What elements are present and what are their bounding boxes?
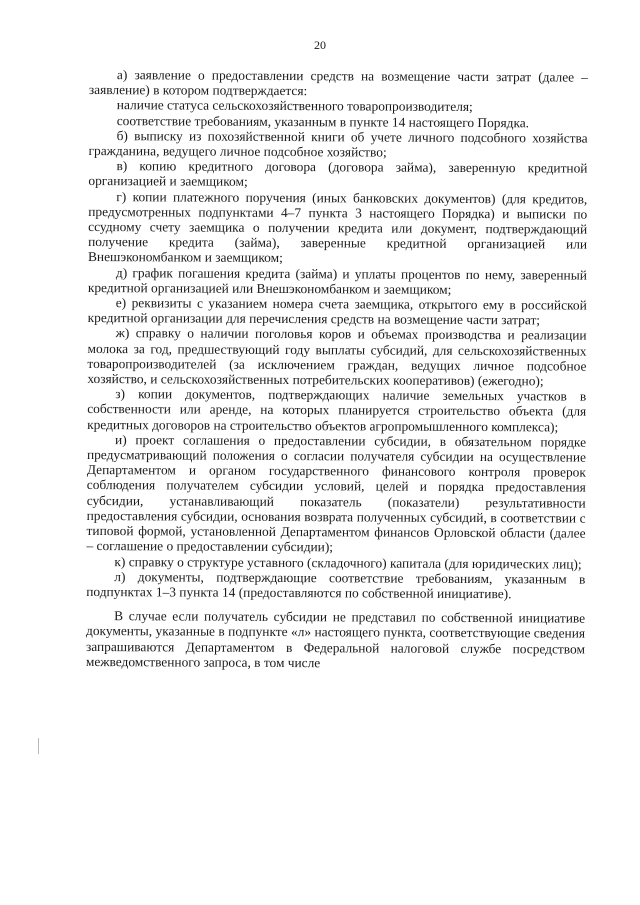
closing-paragraph: В случае если получатель субсидии не представил по собственной инициативе документы, указанные в подпункте «л» настоящего пункта, соответствующие сведения запрашиваются Департаментом в Федеральной налоговой службе посредством межведомственного запроса, в том числе — [85, 608, 586, 670]
paragraph-g: г) копии платежного поручения (иных банковских документов) (для кредитов, предусмотренных подпунктами 4–7 пункта 3 настоящего Порядка) и выписки по ссудному счету заемщика о получении кредита или документ, подтверждающий получение кредита (займа), заверенные кредитной организацией или Внешэкономбанком и заемщиком; — [87, 188, 588, 266]
subitem-requirements: соответствие требованиям, указанным в пункте 14 настоящего Порядка. — [116, 112, 530, 130]
paragraph-z: з) копии документов, подтверждающих наличие земельных участков в собственности или аренде, на которых планируется строительство объекта (для кредитных договоров на строительство объектов агропромышленного комплекса); — [87, 386, 587, 435]
subitem-status: наличие статуса сельскохозяйственного товаропроизводителя; — [116, 97, 473, 115]
paragraph-d: д) график погашения кредита (займа) и уплаты процентов по нему, заверенный кредитной организацией или Внешэкономбанком и заемщиком; — [87, 264, 587, 297]
paragraph-k: к) справку о структуре уставного (складочного) капитала (для юридических лиц); — [114, 553, 582, 572]
margin-mark — [38, 738, 39, 754]
paragraph-i: и) проект соглашения о предоставлении субсидии, в обязательном порядке предусматривающий положения о согласии получателя субсидии на осуществление Департаментом и органом государственного финансового контроля проверок соблюдения получателем субсидии условий, целей и порядка предоставления субсидии, устанавливающий показатель (показатели) результативности предоставления субсидии, основания возврата полученных субсидий, в соответствии с типовой формой, установленной Департаментом финансов Орловской области (далее – соглашение о предоставлении субсидии); — [86, 432, 587, 555]
paragraph-l: л) документы, подтверждающие соответствие требованиям, указанным в подпунктах 1–3 пункта 14 (предоставляются по собственной инициативе). — [86, 568, 586, 602]
document-body — [86, 67, 588, 672]
paragraph-v: в) копию кредитного договора (договора займа), заверенную кредитной организацией и заемщиком; — [88, 158, 588, 190]
paragraph-e: е) реквизиты с указанием номера счета заемщика, открытого ему в российской кредитной организации для перечисления средств на возмещение части затрат; — [87, 295, 587, 328]
paragraph-zh: ж) справку о наличии поголовья коров и объемах производства и реализации молока за год, предшествующий году выплаты субсидий, для сельскохозяйственных товаропроизводителей (за исключением граждан, ведущих личное подсобное хозяйство, и сельскохозяйственных потребительских кооперативов) (ежегодно); — [87, 325, 587, 389]
page-number: 20 — [314, 38, 326, 52]
paragraph-b: б) выписку из похозяйственной книги об учете личного подсобного хозяйства гражданина, ведущего личное подсобное хозяйство; — [88, 127, 588, 160]
paragraph-a: а) заявление о предоставлении средств на возмещение части затрат (далее – заявление) в котором подтверждается: — [88, 67, 588, 99]
